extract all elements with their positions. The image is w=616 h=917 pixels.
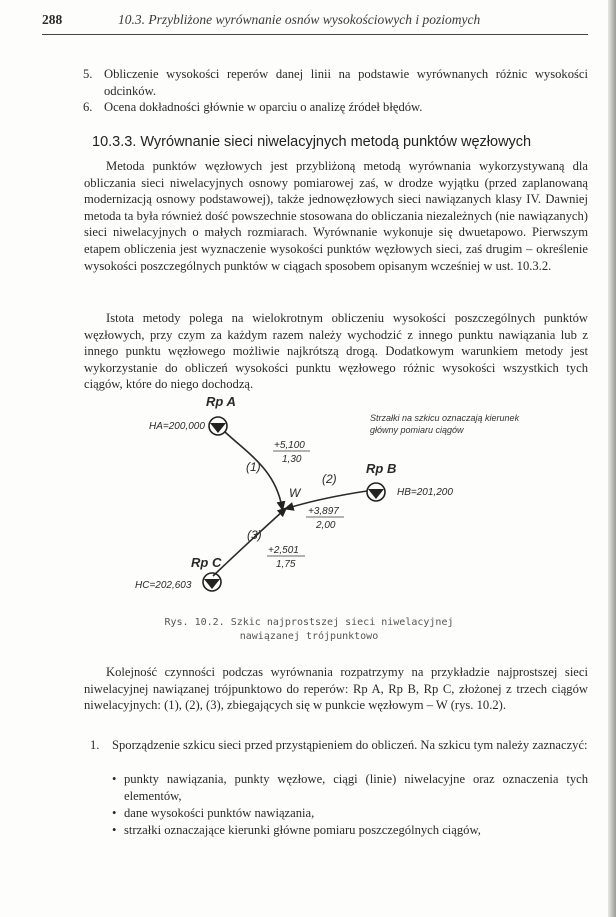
leg-2-length: 2,00 (316, 520, 336, 531)
figure-caption-line-1: Rys. 10.2. Szkic najprostszej sieci niwelacyjnej (164, 617, 454, 628)
step-text: Sporządzenie szkicu sieci przed przystąpieniem do obliczeń. Na szkicu tym należy zaznaczyć: (112, 738, 588, 752)
list-number: 5. (83, 67, 93, 81)
leg-1-length: 1,30 (282, 454, 302, 465)
rp-c-height: HC=202,603 (135, 580, 192, 591)
page-number: 288 (42, 12, 63, 27)
leg-1-label: (1) (246, 460, 261, 474)
bullet-item: • punkty nawiązania, punkty węzłowe, ciągi (linie) niwelacyjne oraz oznaczenia tych elementów, (112, 772, 588, 803)
leg-2-label: (2) (322, 472, 337, 486)
bullet-item: • strzałki oznaczające kierunki główne pomiaru poszczególnych ciągów, (112, 822, 588, 839)
bullet-text: dane wysokości punktów nawiązania, (124, 806, 315, 820)
bullet-text: punkty nawiązania, punkty węzłowe, ciągi (linie) niwelacyjne oraz oznaczenia tych elementów, (124, 772, 588, 803)
leg-3-label: (3) (247, 528, 262, 542)
leg-3-line (213, 510, 284, 576)
step-number: 1. (90, 738, 100, 752)
rp-a-label: Rp A (206, 394, 236, 409)
paragraph-method-essence: Istota metody polega na wielokrotnym obliczeniu wysokości poszczególnych punktów węzłowych, przy czym za każdym razem należy wychodzić z innego punktu nawiązania lub z innego punktu węzłowego możliwie najkrótszą drogą. Dodatkowym warunkiem metody jest wykorzystanie do obliczeń wysokości punktu węzłowego różnic wysokości wszystkich tych ciągów, które do niego dochodzą. (84, 311, 588, 392)
leg-2-dh: +3,897 (308, 506, 339, 517)
list-text: Obliczenie wysokości reperów danej linii na podstawie wyrównanych różnic wysokości odcinków. (104, 67, 588, 98)
paragraph-method-intro: Metoda punktów węzłowych jest przybliżoną metodą wyrównania wykorzystywaną dla obliczania sieci niwelacyjnych osnowy pomiarowej zaś, w drodze wyjątku (przed zaplanowaną modernizacją osnowy podstawowej), także jednowęzłowych sieci nawiązanych klasy IV. Dawniej metoda ta była również dość powszechnie stosowana do obliczania niezależnych (nie nawiązanych) sieci niwelacyjnych o małych rozmiarach. Wyrównanie wykonuje się dwuetapowo. Pierwszym etapem obliczenia jest wyznaczenie wysokości punktów węzłowych sieci, zaś drugim – określenie wysokości poszczególnych punktów w ciągach sposobem opisanym wcześniej w ust. 10.3.2. (84, 159, 588, 273)
rp-b-height: HB=201,200 (397, 487, 453, 498)
leg-1-dh: +5,100 (274, 440, 305, 451)
rp-c-marker (203, 573, 221, 591)
list-text: Ocena dokładności głównie w oparciu o analizę źródeł błędów. (104, 100, 423, 114)
diagram-note: Strzałki na szkicu oznaczają kierunek główny pomiaru ciągów (370, 413, 520, 435)
running-title: 10.3. Przybliżone wyrównanie osnów wysokościowych i poziomych (118, 12, 481, 27)
bullet-item: • dane wysokości punktów nawiązania, (112, 805, 588, 822)
figure-caption-line-2: nawiązanej trójpunktowo (239, 631, 379, 642)
bullet-text: strzałki oznaczające kierunki główne pomiaru poszczególnych ciągów, (124, 823, 481, 837)
rp-b-marker (367, 483, 385, 501)
rp-a-height: HA=200,000 (149, 421, 205, 432)
rp-c-label: Rp C (191, 555, 222, 570)
section-heading: 10.3.3. Wyrównanie sieci niwelacyjnych metodą punktów węzłowych (92, 134, 532, 150)
step-item (84, 737, 588, 754)
leg-3-length: 1,75 (276, 559, 296, 570)
leg-3-dh: +2,501 (268, 545, 299, 556)
node-w-label: W (289, 486, 301, 500)
list-number: 6. (83, 100, 93, 114)
rp-a-marker (209, 417, 227, 435)
paragraph-example: Kolejność czynności podczas wyrównania rozpatrzymy na przykładzie najprostszej sieci niwelacyjnej nawiązanej trójpunktowo do reperów: Rp A, Rp B, Rp C, złożonej z trzech ciągów niwelacyjnych: (1), (2), (3), zbiegających się w punkcie węzłowym – W (rys. 10.2). (84, 665, 588, 713)
rp-b-label: Rp B (366, 461, 397, 476)
